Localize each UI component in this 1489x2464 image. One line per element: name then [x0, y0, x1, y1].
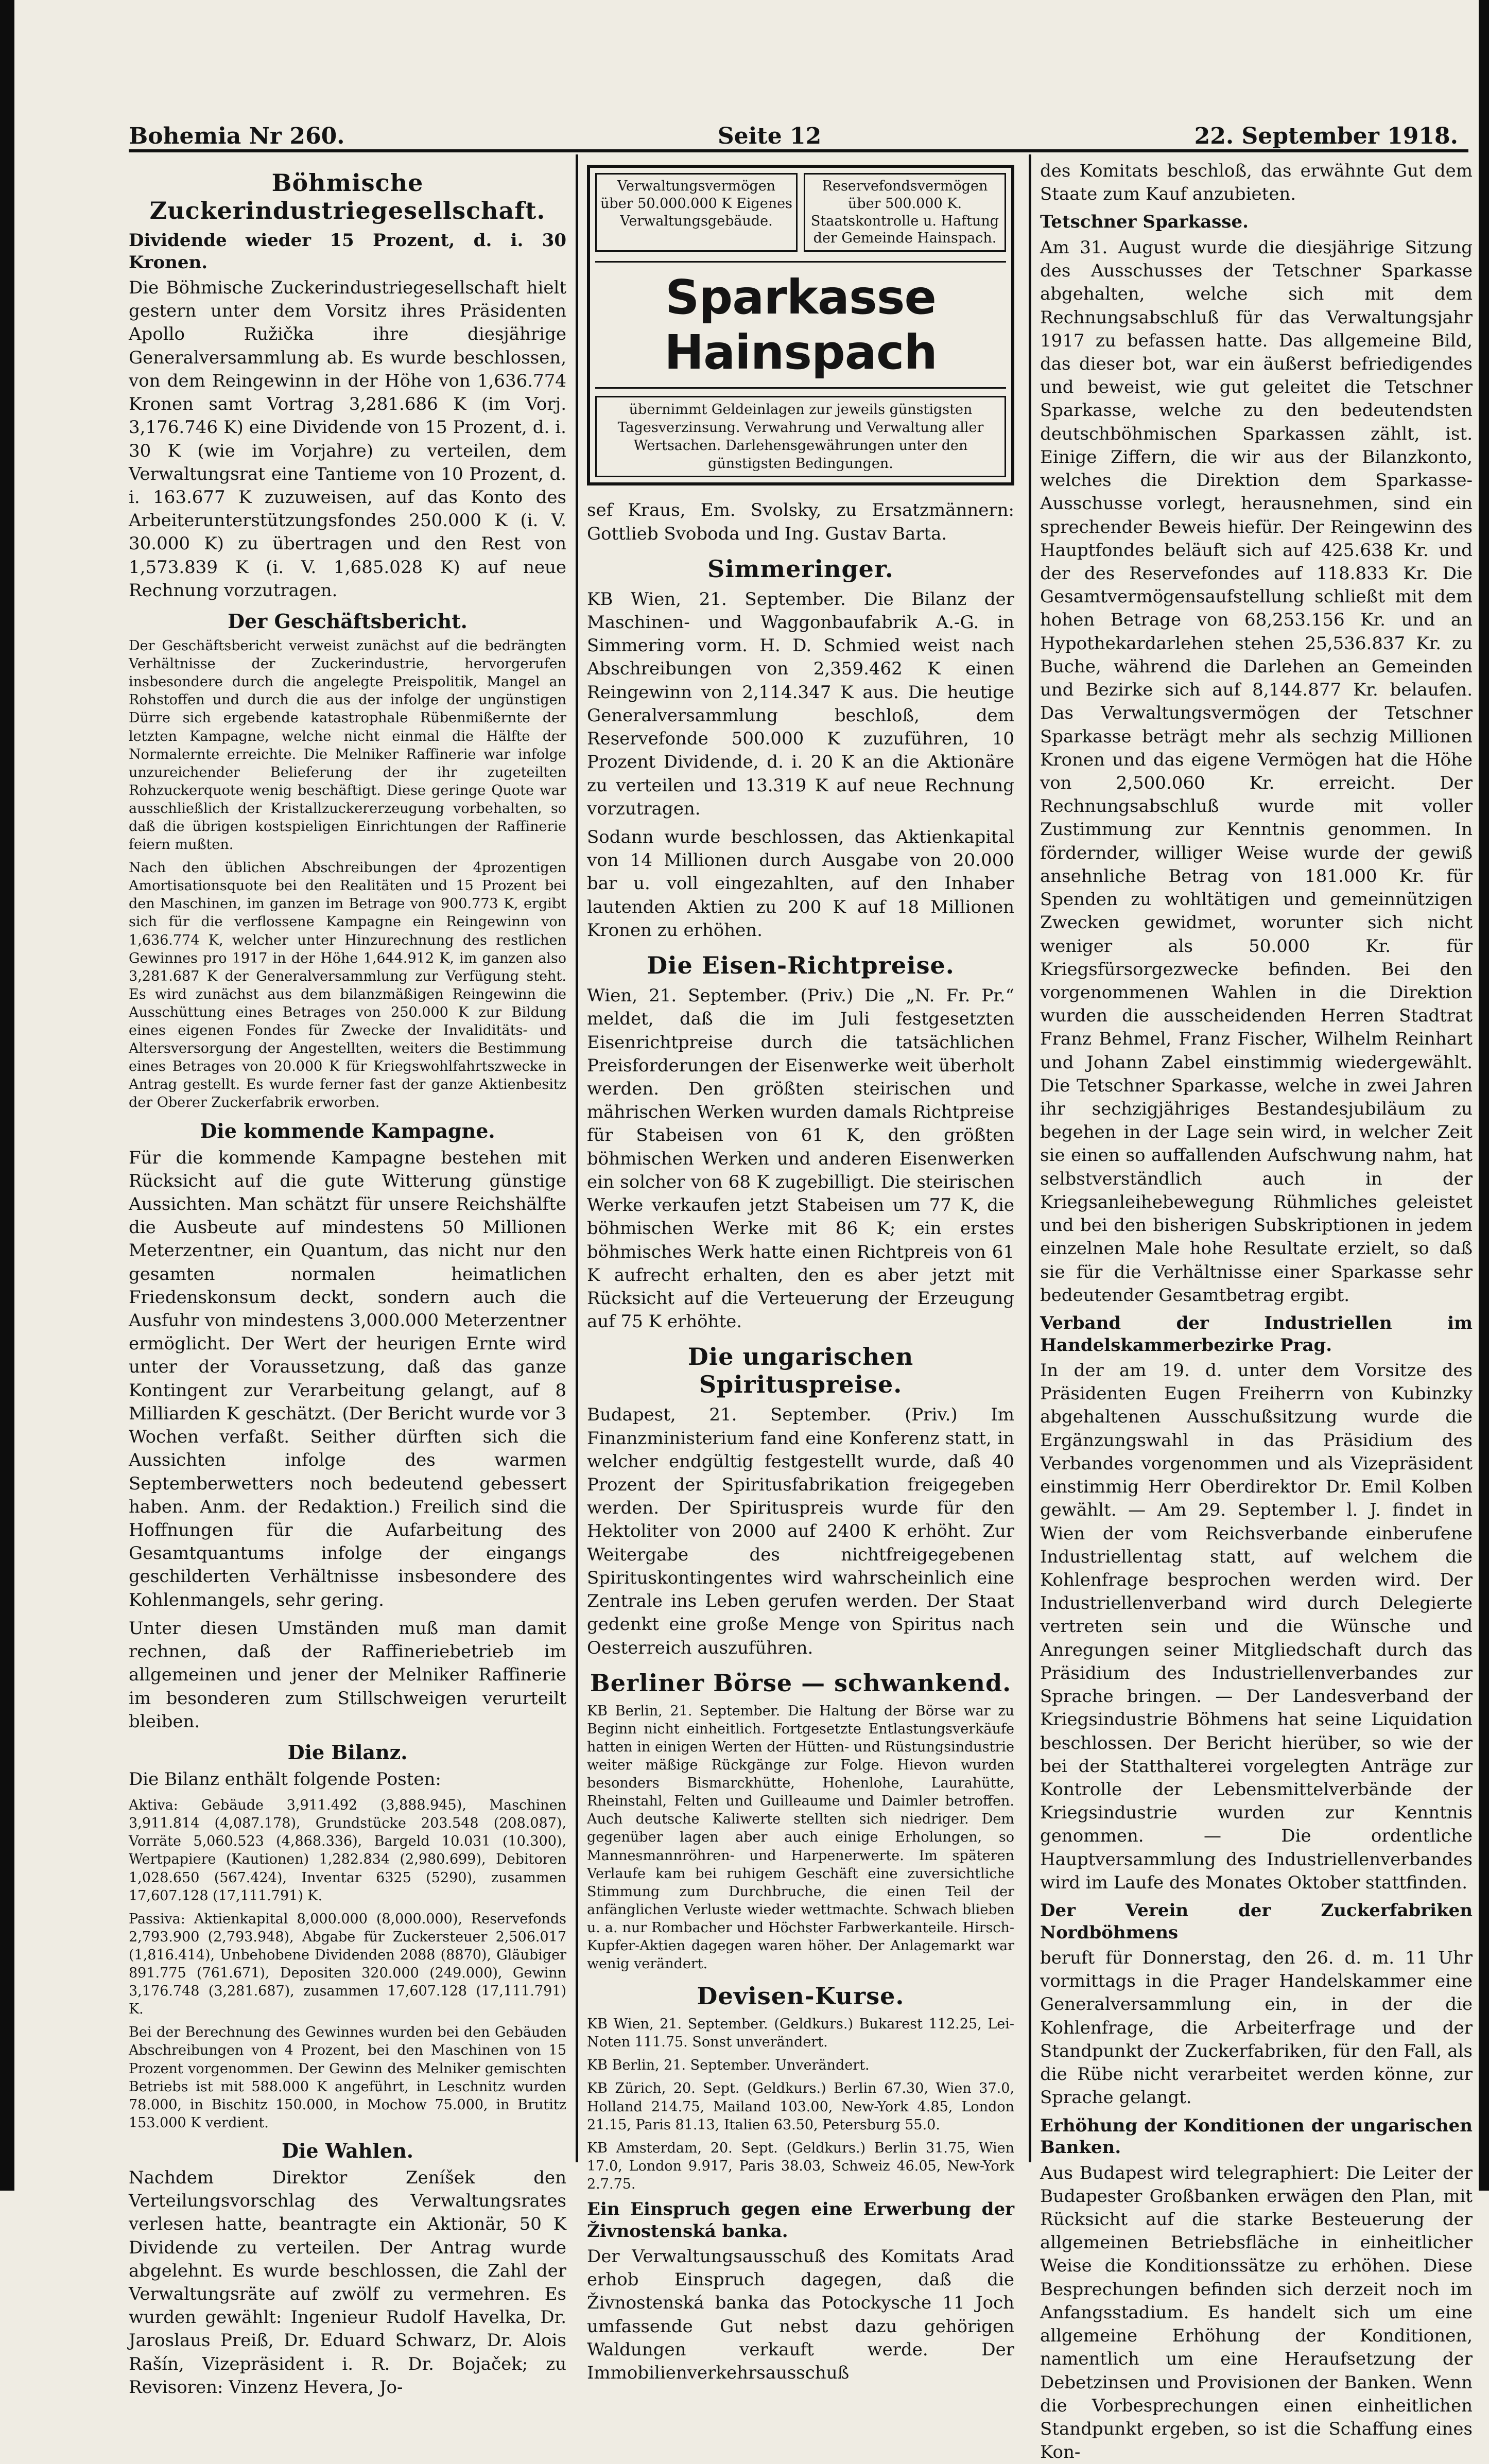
article-subheading: Tetschner Sparkasse. — [1040, 212, 1249, 233]
paragraph: Passiva: Aktienkapital 8,000.000 (8,000.000), Reservefonds 2,793.900 (2,793.948), Abgabe für Zuckersteuer 2,506.017 (1,816.414), Unbehobene Dividenden 2088 (8870), Gläubiger 891.775 (761.671), Depositen 320.000 (249.000), Gewinn 3,176.748 (3,281.687), zusammen 17,607.128 (17,111.791) K. — [129, 1911, 566, 2018]
header-right: 22. September 1918. — [1194, 123, 1458, 149]
sparkasse-advertisement — [587, 165, 1014, 485]
paragraph: Der Geschäftsbericht verweist zunächst auf die bedrängten Verhältnisse der Zuckerindustrie, hervorgerufen insbesondere durch die angelegte Preispolitik, Mangel an Rohstoffen und durch die aus der infolge der ungünstigen Dürre sich ergebende katastrophale Rübenmißernte der letzten Kampagne, welche nicht einmal die Hälfte der Normalernte erreichte. Die Melniker Raffinerie war infolge unzureichender Belieferung der ihr zugeteilten Rohzuckerquote wenig beschäftigt. Diese geringe Quote war ausschließlich der Kristallzuckererzeugung vorbehalten, so daß die übrigen kostspieligen Einrichtungen der Raffinerie feiern mußten. — [129, 638, 566, 853]
paragraph: Aus Budapest wird telegraphiert: Die Leiter der Budapester Großbanken erwägen den Plan, mit Rücksicht auf die starke Besteuerung der allgemeinen Betriebsfläche in einheitlicher Weise die Konditionssätze zu erhöhen. Diese Besprechungen befinden sich derzeit noch im Anfangsstadium. Es handelt sich um eine allgemeine Erhöhung der Konditionen, namentlich um eine Heraufsetzung der Debetzinsen und Provisionen der Banken. Wenn die Vorbesprechungen einen einheitlichen Standpunkt ergeben, so ist die Schaffung eines Kon- — [1040, 2162, 1473, 2463]
column-1 — [129, 160, 566, 2398]
ad-services: übernimmt Geldeinlagen zur jeweils günstigsten Tagesverzinsung. Verwahrung und Verwaltung aller Wertsachen. Darlehensgewährungen unter den günstigsten Bedingungen. — [595, 396, 1006, 477]
ad-title: Sparkasse Hainspach — [595, 261, 1006, 389]
section-heading: Die kommende Kampagne. — [200, 1119, 495, 1142]
paragraph: Unter diesen Umständen muß man damit rechnen, daß der Raffineriebetrieb im allgemeinen und jener der Melniker Raffinerie im besonderen zum Stillschweigen verurteilt bleiben. — [129, 1618, 566, 1732]
paragraph: Sodann wurde beschlossen, das Aktienkapital von 14 Millionen durch Ausgabe von 20.000 bar u. voll eingezahlten, auf den Inhaber lautenden Aktien zu 200 K auf 18 Millionen Kronen zu erhöhen. — [587, 827, 1014, 941]
article-heading: Simmeringer. — [707, 554, 894, 583]
paragraph: Nach den üblichen Abschreibungen der 4prozentigen Amortisationsquote bei den Realitäten und 15 Prozent bei den Maschinen, im ganzen im Betrage von 900.773 K, ergibt sich für die verflossene Kampagne ein Reingewinn von 1,636.774 K, welcher unter Hinzurechnung des restlichen Gewinnes pro 1917 in der Höhe 1,644.912 K, im ganzen also 3,281.687 K der Generalversammlung zur Verfügung steht. Es wird zunächst aus dem bilanzmäßigen Reingewinn die Ausschüttung eines Betrages von 250.000 K zur Bildung eines eigenen Fondes für Zwecke der Invaliditäts- und Altersversorgung der Angestellten, weiters die Bestimmung eines Betrages von 20.000 K für Kriegswohlfahrtszwecke in Antrag gestellt. Es wurde ferner fast der ganze Aktienbesitz der Oberer Zuckerfabrik erworben. — [129, 860, 566, 1111]
article-subheading: Erhöhung der Konditionen der ungarischen Banken. — [1040, 2115, 1473, 2158]
paragraph: KB Zürich, 20. Sept. (Geldkurs.) Berlin 67.30, Wien 37.0, Holland 214.75, Mailand 103.00, New-York 4.85, London 21.15, Paris 81.13, Italien 63.50, Petersburg 55.0. — [587, 2080, 1014, 2133]
paragraph: KB Berlin, 21. September. Die Haltung der Börse war zu Beginn nicht einheitlich. Fortgesetzte Entlastungsverkäufe hatten in einigen Werten der Hütten- und Rüstungsindustrie weiter mäßige Rückgänge zur Folge. Hievon wurden besonders Bismarckhütte, Hohenlohe, Laurahütte, Rheinstahl, Felten und Guilleaume und Daimler betroffen. Auch deutsche Kaliwerte stellten sich niedriger. Dem gegenüber lagen aber auch einige Erholungen, so Mannesmannröhren- und Harpenerwerte. Im späteren Verlaufe kam bei ruhigem Geschäft eine zuversichtliche Stimmung zum Durchbruche, die einen Teil der anfänglichen Verluste wieder wettmachte. Schwach blieben u. a. nur Rombacher und Höchster Farbwerkanteile. Hirsch-Kupfer-Aktien dagegen waren höher. Der Anlagemarkt war wenig verändert. — [587, 1703, 1014, 1972]
paragraph: Budapest, 21. September. (Priv.) Im Finanzministerium fand eine Konferenz statt, in welcher endgültig festgestellt wurde, daß 40 Prozent der Spiritusfabrikation freigegeben werden. Der Spirituspreis wurde für den Hektoliter von 2000 auf 2400 K erhöht. Zur Weitergabe des nichtfreigegebenen Spirituskontingentes wird wahrscheinlich eine Zentrale ins Leben gerufen werden. Der Staat gedenkt eine große Menge von Spiritus nach Oesterreich auszuführen. — [587, 1404, 1014, 1658]
ad-box-assets: Verwaltungsvermögen über 50.000.000 K Eigenes Verwaltungsgebäude. — [595, 173, 798, 252]
paragraph: KB Berlin, 21. September. Unverändert. — [587, 2057, 870, 2074]
paragraph: Die Bilanz enthält folgende Posten: — [129, 1768, 441, 1790]
section-heading: Die Bilanz. — [287, 1740, 408, 1764]
column-divider-2 — [1029, 154, 1031, 2162]
article-subheading: Dividende wieder 15 Prozent, d. i. 30 Kronen. — [129, 230, 566, 273]
scan-border-right — [1479, 0, 1489, 2191]
page-header — [129, 108, 1458, 149]
ad-info-row — [595, 173, 1006, 252]
column-3 — [1040, 160, 1473, 2463]
paragraph: Aktiva: Gebäude 3,911.492 (3,888.945), Maschinen 3,911.814 (4,087.178), Grundstücke 203.548 (208.087), Vorräte 5,060.523 (4,868.336), Bargeld 10.031 (10.300), Wertpapiere (Kautionen) 1,282.834 (2,980.699), Debitoren 1,028.650 (567.424), Inventar 6325 (5290), zusammen 17,607.128 (17,111.791) K. — [129, 1797, 566, 1904]
article-heading: Die ungarischen Spirituspreise. — [687, 1343, 914, 1399]
paragraph: KB Wien, 21. September. Die Bilanz der Maschinen- und Waggonbaufabrik A.-G. in Simmering vorm. H. D. Schmied weist nach Abschreibungen von 2,359.462 K einen Reingewinn von 2,114.347 K aus. Die heutige Generalversammlung beschloß, dem Reservefonde 500.000 K zuzuführen, 10 Prozent Dividende, d. i. 20 K an die Aktionäre zu verteilen und 13.319 K auf neue Rechnung vorzutragen. — [587, 588, 1014, 819]
article-heading: Berliner Börse — schwankend. — [590, 1669, 1012, 1697]
paragraph: des Komitats beschloß, das erwähnte Gut dem Staate zum Kauf anzubieten. — [1040, 161, 1473, 205]
column-divider-1 — [576, 154, 578, 2162]
header-left: Bohemia Nr 260. — [129, 123, 345, 149]
paragraph: In der am 19. d. unter dem Vorsitze des Präsidenten Eugen Freiherrn von Kubinzky abgehaltenen Ausschußsitzung wurde die Ergänzungswahl in das Präsidium des Verbandes vorgenommen und als Vizepräsident einstimmig Herr Oberdirektor Dr. Emil Kolben gewählt. — Am 29. September l. J. findet in Wien der vom Reichsverbande einberufene Industriellentag statt, auf welchem die Kohlenfrage besprochen werden wird. Der Industriellenverband wird durch Delegierte vertreten sein und die Wünsche und Anregungen seiner Mitgliedschaft durch das Präsidium des Industriellenverbandes zur Sprache bringen. — Der Landesverband der Kriegsindustrie Böhmens hat seine Liquidation beschlossen. Der Bericht hierüber, so wie der bei der Statthalterei vorgelegten Anträge zur Kontrolle der Lebensmittelverbände der Kriegsindustrie wurden zur Kenntnis genommen. — Die ordentliche Hauptversammlung des Industriellenverbandes wird im Laufe des Monates Oktober stattfinden. — [1040, 1360, 1473, 1893]
paragraph: KB Wien, 21. September. (Geldkurs.) Bukarest 112.25, Lei-Noten 111.75. Sonst unverändert. — [587, 2016, 1014, 2051]
paragraph: Der Verwaltungsausschuß des Komitats Arad erhob Einspruch dagegen, daß die Živnostenská banka das Potockysche 11 Joch umfassende Gut nebst dazu gehörigen Waldungen verkauft werde. Der Immobilienverkehrsausschuß — [587, 2246, 1014, 2384]
article-subheading: Verband der Industriellen im Handelskammerbezirke Prag. — [1040, 1313, 1473, 1356]
column-2 — [587, 160, 1014, 2384]
paragraph: Nachdem Direktor Zeníšek den Verteilungsvorschlag des Verwaltungsrates verlesen hatte, beantragte ein Aktionär, 50 K Dividende zu verteilen. Der Antrag wurde abgelehnt. Es wurde beschlossen, die Zahl der Verwaltungsräte auf zwölf zu vermehren. Es wurden gewählt: Ingenieur Rudolf Havelka, Dr. Jaroslaus Preiß, Dr. Eduard Schwarz, Dr. Alois Rašín, Vizepräsident i. R. Dr. Bojaček; zu Revisoren: Vinzenz Hevera, Jo- — [129, 2167, 566, 2398]
paragraph: beruft für Donnerstag, den 26. d. m. 11 Uhr vormittags in die Prager Handelskammer eine Generalversammlung ein, in der die Kohlenfrage, die Arbeiterfrage und der Standpunkt der Zuckerfabriken, für den Fall, als die Rübe nicht verarbeitet werden könne, zur Sprache gelangt. — [1040, 1948, 1473, 2108]
paragraph: KB Amsterdam, 20. Sept. (Geldkurs.) Berlin 31.75, Wien 17.0, London 9.917, Paris 38.03, Schweiz 46.05, New-York 2.7.75. — [587, 2140, 1014, 2192]
article-heading: Devisen-Kurse. — [697, 1982, 905, 2010]
ad-box-reserves: Reservefondsvermögen über 500.000 K. Staatskontrolle u. Haftung der Gemeinde Hainspach. — [804, 173, 1006, 252]
article-subheading: Der Verein der Zuckerfabriken Nordböhmens — [1040, 1900, 1473, 1943]
paragraph: Wien, 21. September. (Priv.) Die „N. Fr. Pr.“ meldet, daß die im Juli festgesetzten Eisenrichtpreise durch die tatsächlichen Preisforderungen der Eisenwerke weit überholt werden. Den größten steirischen und mährischen Werken wurden damals Richtpreise für Stabeisen von 61 K, den größten böhmischen Werken und anderen Eisenwerken ein solcher von 68 K zugebilligt. Die steirischen Werke verkaufen jetzt Stabeisen um 77 K, die böhmischen Werke mit 86 K; ein erstes böhmisches Werk hatte einen Richtpreis von 61 K aufrecht erhalten, den es aber jetzt mit Rücksicht auf die Verteuerung der Erzeugung auf 75 K erhöhte. — [587, 985, 1014, 1332]
scan-border-left — [0, 0, 14, 2191]
paragraph: Am 31. August wurde die diesjährige Sitzung des Ausschusses der Tetschner Sparkasse abgehalten, welche sich mit dem Rechnungsabschluß für das Verwaltungsjahr 1917 zu befassen hatte. Das allgemeine Bild, das dieser bot, war ein äußerst befriedigendes und beweist, wie gut geleitet die Tetschner Sparkasse, welche zu den bedeutendsten deutschböhmischen Sparkassen zählt, ist. Einige Ziffern, die wir aus der Bilanzkonto, welches die Direktion dem Sparkasse-Ausschusse vorlegt, herausnehmen, sind ein sprechender Beweis hiefür. Der Reingewinn des Hauptfondes beläuft sich auf 425.638 Kr. und der des Reservefondes auf 118.833 Kr. Die Gesamtvermögensaufstellung schließt mit dem hohen Betrage von 68,253.156 Kr. und an Hypothekardarlehen stehen 25,536.837 Kr. zu Buche, während die Darlehen an Gemeinden und Bezirke sich auf 8,144.877 Kr. belaufen. Das Verwaltungsvermögen der Tetschner Sparkasse beträgt mehr als sechzig Millionen Kronen und das eigene Vermögen hat die Höhe von 2,500.060 Kr. erreicht. Der Rechnungsabschluß wurde mit voller Zustimmung zur Kenntnis genommen. In fördernder, williger Weise wurde der gewiß ansehnliche Betrag von 181.000 Kr. für Spenden zu wohltätigen und gemeinnützigen Zwecken gewidmet, worunter sich nicht weniger als 50.000 Kr. für Kriegsfürsorgezwecke befinden. Bei den vorgenommenen Wahlen in die Direktion wurden die ausscheidenden Herren Stadtrat Franz Behmel, Franz Fischer, Wilhelm Reinhart und Johann Zabel einstimmig wiedergewählt. Die Tetschner Sparkasse, welche in zwei Jahren ihr sechzigjähriges Bestandesjubiläum zu begehen in der Lage sein wird, in welcher Zeit sie einen so auffallenden Aufschwung nahm, hat selbstverständlich auch in der Kriegsanleihebewegung Rühmliches geleistet und bei den bisherigen Subskriptionen in jedem einzelnen Male hohe Resultate erzielt, so daß sie für die Verhältnisse einer Sparkasse sehr bedeutender Gesamtbetrag ergibt. — [1040, 237, 1473, 1306]
paragraph: Für die kommende Kampagne bestehen mit Rücksicht auf die gute Witterung günstige Aussichten. Man schätzt für unsere Reichshälfte die Ausbeute auf mindestens 50 Millionen Meterzentner, ein Quantum, das nicht nur den gesamten normalen heimatlichen Friedenskonsum deckt, sondern auch die Ausfuhr von mindestens 3,000.000 Meterzentner ermöglicht. Der Wert der heurigen Ernte wird unter der Voraussetzung, daß das ganze Kontingent zur Verarbeitung gelangt, auf 8 Milliarden K geschätzt. (Der Bericht wurde vor 3 Wochen verfaßt. Seither dürften sich die Aussichten infolge des warmen Septemberwetters noch bedeutend gebessert haben. Anm. der Redaktion.) Freilich sind die Hoffnungen für die Aufarbeitung des Gesamtquantums infolge der eingangs geschilderten Verhältnisse insbesondere des Kohlenmangels, sehr gering. — [129, 1147, 566, 1610]
header-center: Seite 12 — [717, 123, 822, 149]
header-rule — [129, 149, 1468, 152]
article-subheading: Ein Einspruch gegen eine Erwerbung der Živnostenská banka. — [587, 2199, 1014, 2242]
section-heading: Die Wahlen. — [282, 2139, 413, 2162]
paragraph: Die Böhmische Zuckerindustriegesellschaft hielt gestern unter dem Vorsitz ihres Präsidenten Apollo Ružička ihre diesjährige Generalversammlung ab. Es wurde beschlossen, von dem Reingewinn in der Höhe von 1,636.774 Kronen samt Vortrag 3,281.686 K (im Vorj. 3,176.746 K) eine Dividende von 15 Prozent, d. i. 30 K (wie im Vorjahre) zu verteilen, dem Verwaltungsrat eine Tantieme von 10 Prozent, d. i. 163.677 K zuzuweisen, auf das Konto des Arbeiterunterstützungsfondes 250.000 K (i. V. 30.000 K) zu übertragen und den Rest von 1,573.839 K (i. V. 1,685.028 K) auf neue Rechnung vorzutragen. — [129, 277, 566, 601]
article-heading: Böhmische Zuckerindustriegesellschaft. — [149, 169, 546, 224]
paragraph: sef Kraus, Em. Svolsky, zu Ersatzmännern: Gottlieb Svoboda und Ing. Gustav Barta. — [587, 500, 1014, 544]
section-heading: Der Geschäftsbericht. — [228, 610, 468, 633]
article-heading: Die Eisen-Richtpreise. — [647, 951, 955, 980]
paragraph: Bei der Berechnung des Gewinnes wurden bei den Gebäuden Abschreibungen von 4 Prozent, bei den Maschinen von 15 Prozent vorgenommen. Der Gewinn des Melniker gemischten Betriebs ist mit 588.000 K angeführt, in Leschnitz wurden 78.000, in Bischitz 150.000, in Mochow 75.000, in Brutitz 153.000 K verdient. — [129, 2024, 566, 2131]
